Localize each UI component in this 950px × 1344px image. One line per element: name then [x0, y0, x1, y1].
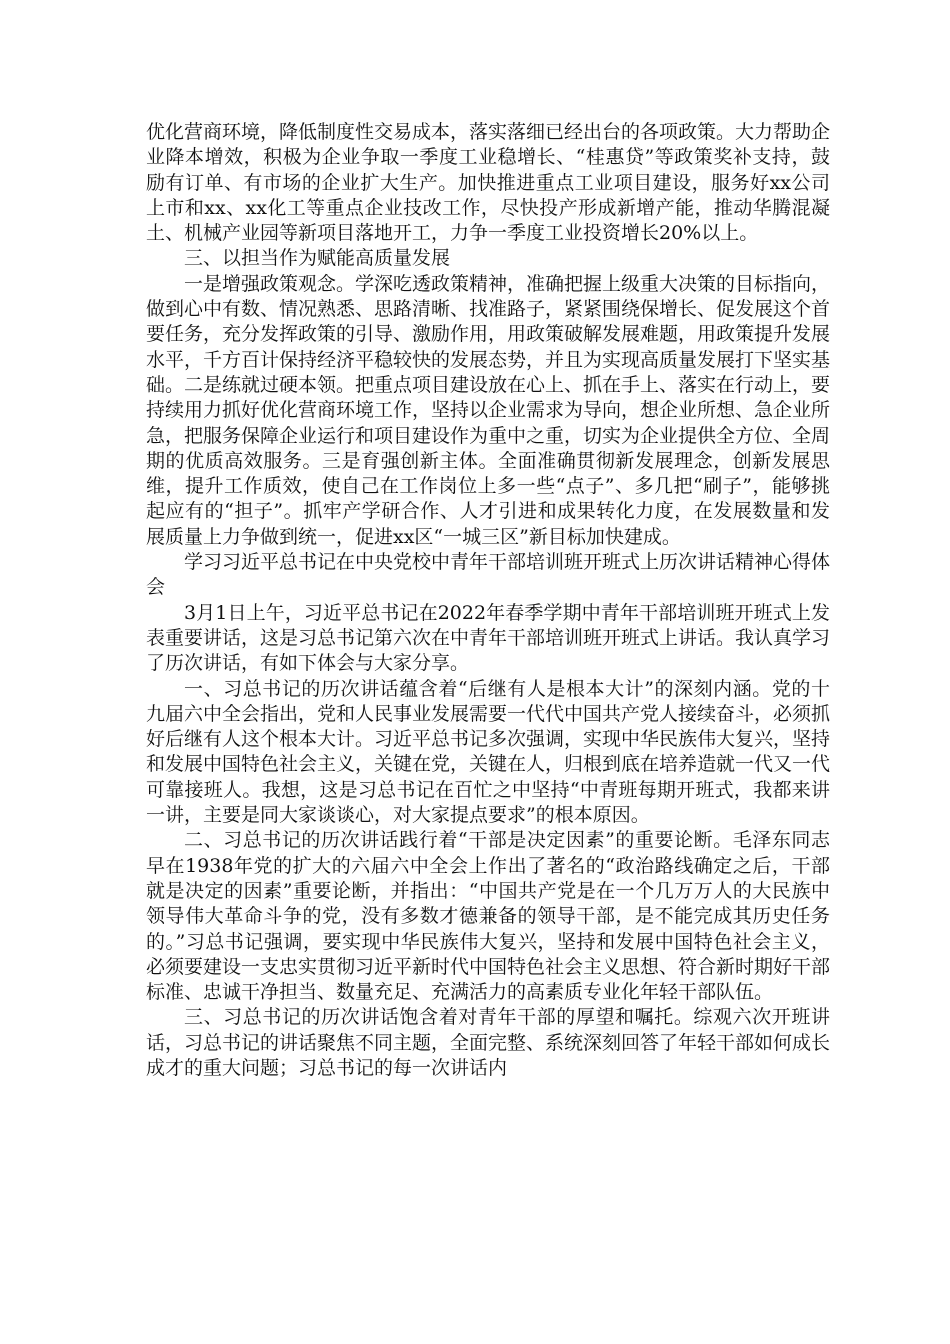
paragraph-continued: 优化营商环境，降低制度性交易成本，落实落细已经出台的各项政策。大力帮助企业降本增效，积极为企业争取一季度工业稳增长、“桂惠贷”等政策奖补支持，鼓励有订单、有市场的企业扩大生产。加快推进重点工业项目建设，服务好xx公司上市和xx、xx化工等重点企业技改工作，尽快投产形成新增产能，推动华腾混凝土、机械产业园等新项目落地开工，力争一季度工业投资增长20%以上。 [146, 121, 831, 245]
paragraph-point-2: 二、习总书记的历次讲话践行着“干部是决定因素”的重要论断。毛泽东同志早在1938年党的扩大的六届六中全会上作出了著名的“政治路线确定之后，干部就是决定的因素”重要论断，并指出：“中国共产党是在一个几万万人的大民族中领导伟大革命斗争的党，没有多数才德兼备的领导干部，是不能完成其历史任务的。”习总书记强调，要实现中华民族伟大复兴，坚持和发展中国特色社会主义，必须要建设一支忠实贯彻习近平新时代中国特色社会主义思想、符合新时期好干部标准、忠诚干净担当、数量充足、充满活力的高素质专业化年轻干部队伍。 [146, 829, 831, 1004]
document-body [146, 120, 830, 1081]
paragraph-policy: 一是增强政策观念。学深吃透政策精神，准确把握上级重大决策的目标指向，做到心中有数、情况熟悉、思路清晰、找准路子，紧紧围绕保增长、促发展这个首要任务，充分发挥政策的引导、激励作用，用政策破解发展难题，用政策提升发展水平，千方百计保持经济平稳较快的发展态势，并且为实现高质量发展打下坚实基础。二是练就过硬本领。把重点项目建设放在心上、抓在手上、落实在行动上，要持续用力抓好优化营商环境工作，坚持以企业需求为导向，想企业所想、急企业所急，把服务保障企业运行和项目建设作为重中之重，切实为企业提供全方位、全周期的优质高效服务。三是育强创新主体。全面准确贯彻新发展理念，创新发展思维，提升工作质效，使自己在工作岗位上多一些“点子”、多几把“刷子”，能够挑起应有的“担子”。抓牢产学研合作、人才引进和成果转化力度，在发展数量和发展质量上力争做到统一，促进xx区“一城三区”新目标加快建成。 [146, 272, 831, 548]
paragraph-point-1: 一、习总书记的历次讲话蕴含着“后继有人是根本大计”的深刻内涵。党的十九届六中全会指出，党和人民事业发展需要一代代中国共产党人接续奋斗，必须抓好后继有人这个根本大计。习近平总书记多次强调，实现中华民族伟大复兴，坚持和发展中国特色社会主义，关键在党，关键在人，归根到底在培养造就一代又一代可靠接班人。我想，这是习总书记在百忙之中坚持“中青班每期开班式，我都来讲一讲，主要是同大家谈谈心，对大家提点要求”的根本原因。 [146, 677, 831, 827]
article-title: 学习习近平总书记在中央党校中青年干部培训班开班式上历次讲话精神心得体会 [146, 551, 831, 599]
paragraph-intro: 3月1日上午，习近平总书记在2022年春季学期中青年干部培训班开班式上发表重要讲话，这是习总书记第六次在中青年干部培训班开班式上讲话。我认真学习了历次讲话，有如下体会与大家分享。 [146, 601, 831, 675]
section-heading-3: 三、以担当作为赋能高质量发展 [184, 247, 451, 270]
paragraph-point-3: 三、习总书记的历次讲话饱含着对青年干部的厚望和嘱托。综观六次开班讲话，习总书记的讲话聚焦不同主题，全面完整、系统深刻回答了年轻干部如何成长成才的重大问题；习总书记的每一次讲话内 [146, 1006, 831, 1079]
